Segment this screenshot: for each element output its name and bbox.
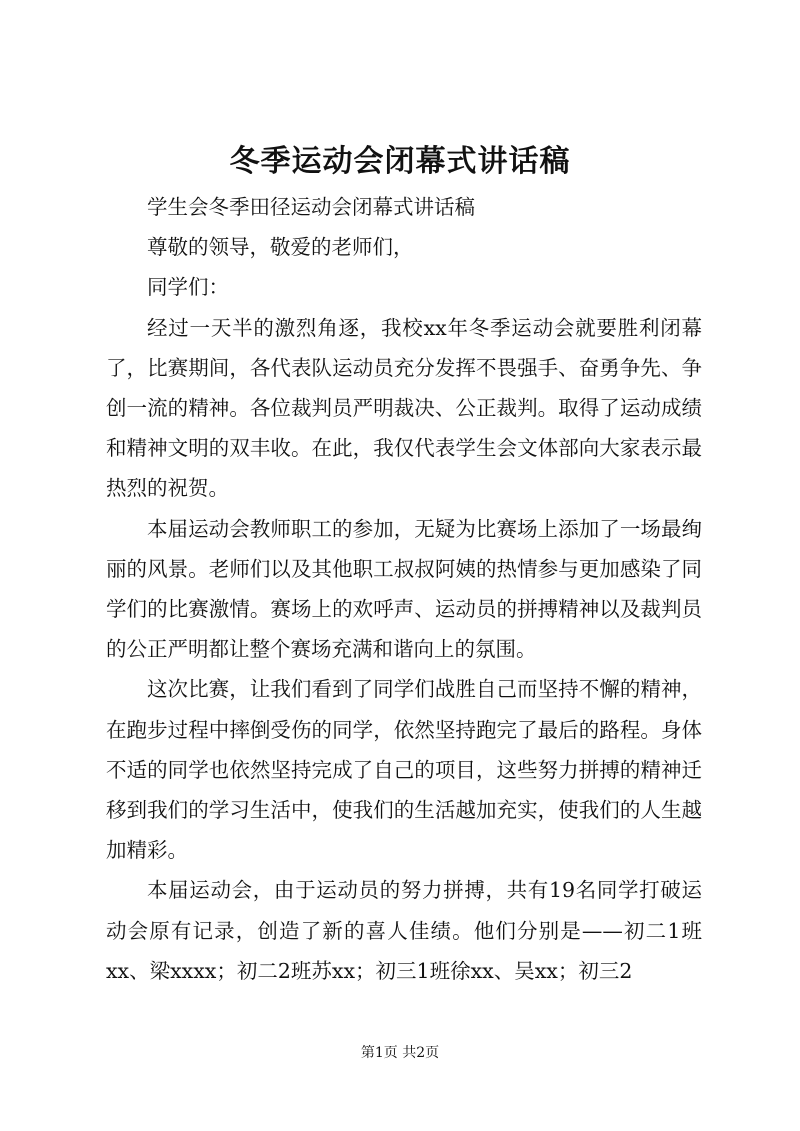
document-body bbox=[106, 187, 702, 991]
paragraph-subtitle: 学生会冬季田径运动会闭幕式讲话稿 bbox=[147, 195, 475, 219]
document-title: 冬季运动会闭幕式讲话稿 bbox=[229, 144, 571, 179]
paragraph-salutation-leaders: 尊敬的领导，敬爱的老师们， bbox=[147, 235, 414, 260]
paragraph-salutation-students: 同学们： bbox=[147, 275, 229, 300]
paragraph-records: 本届运动会，由于运动员的努力拼搏，共有19名同学打破运动会原有记录，创造了新的喜人佳绩。他们分别是——初二1班xx、梁xxxx；初二2班苏xx；初三1班徐xx、吴xx；初三2 bbox=[106, 878, 702, 983]
paragraph-teachers: 本届运动会教师职工的参加，无疑为比赛场上添加了一场最绚丽的风景。老师们以及其他职工叔叔阿姨的热情参与更加感染了同学们的比赛激情。赛场上的欢呼声、运动员的拼搏精神以及裁判员的公正严明都让整个赛场充满和谐向上的氛围。 bbox=[106, 516, 702, 662]
paragraph-spirit: 这次比赛，让我们看到了同学们战胜自己而坚持不懈的精神，在跑步过程中摔倒受伤的同学，依然坚持跑完了最后的路程。身体不适的同学也依然坚持完成了自己的项目，这些努力拼搏的精神迁移到我们的学习生活中，使我们的生活越加充实，使我们的人生越加精彩。 bbox=[106, 677, 702, 863]
page-footer: 第1页 共2页 bbox=[360, 1045, 440, 1061]
paragraph-opening: 经过一天半的激烈角逐，我校xx年冬季运动会就要胜利闭幕了，比赛期间，各代表队运动员充分发挥不畏强手、奋勇争先、争创一流的精神。各位裁判员严明裁决、公正裁判。取得了运动成绩和精神文明的双丰收。在此，我仅代表学生会文体部向大家表示最热烈的祝贺。 bbox=[106, 315, 702, 501]
